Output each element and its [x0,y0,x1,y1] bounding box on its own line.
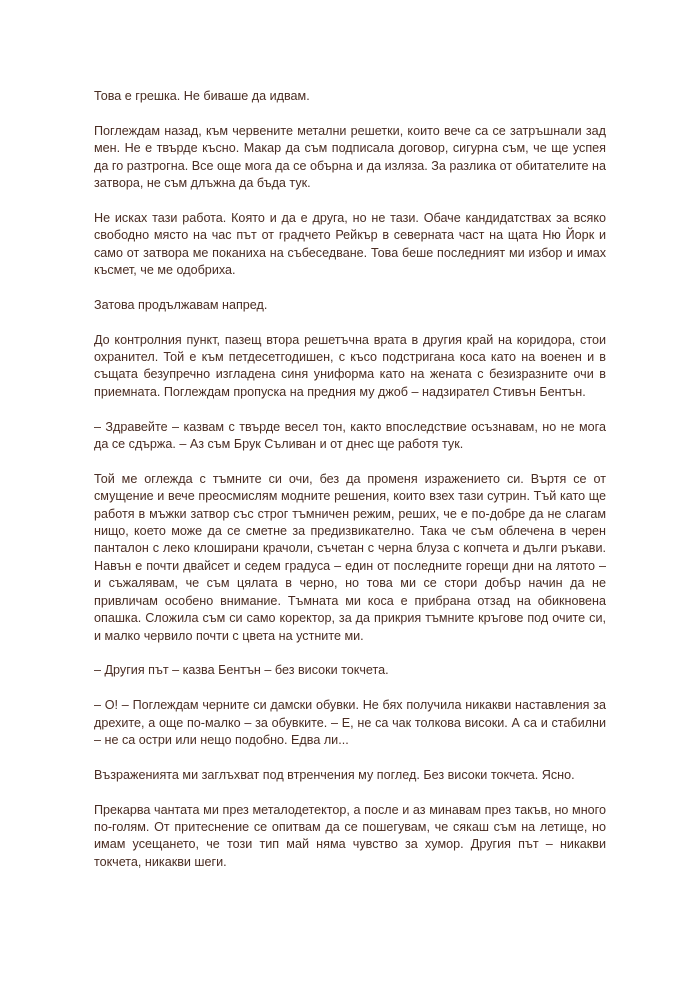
paragraph: Възраженията ми заглъхват под втренчения му поглед. Без високи токчета. Ясно. [94,767,575,782]
paragraph: Поглеждам назад, към червените метални решетки, които вече са се затръшнали зад мен. Не е твърде късно. Макар да съм подписала договор, сигурна съм, че ще успея да го разтрогна. Все още мога да се обърна и да изляза. За разлика от обитателите на затвора, не съм длъжна да бъда тук. [94,123,606,191]
paragraph: – Здравейте – казвам с твърде весел тон, както впоследствие осъзнавам, но не мога да се сдържа. – Аз съм Брук Съливан и от днес ще работя тук. [94,419,606,452]
paragraph: – Другия път – казва Бентън – без високи токчета. [94,663,389,678]
paragraph: Затова продължавам напред. [94,297,268,312]
document-body [94,88,606,889]
paragraph: Прекарва чантата ми през металодетектор, а после и аз минавам през такъв, но много по-голям. От притеснение се опитвам да се пошегувам, че сякаш съм на летище, но имам усещането, че този тип май няма чувство за хумор. Другия път – никакви токчета, никакви шеги. [94,802,606,869]
paragraph: До контролния пункт, пазещ втора решетъчна врата в другия край на коридора, стои охранител. Той е към петдесетгодишен, с късо подстригана коса като на военен и в същата безупречно изгладена синя униформа като на жената с безизразните очи в приемната. Поглеждам пропуска на предния му джоб – надзирател Стивън Бентън. [94,332,606,399]
paragraph: Не исках тази работа. Която и да е друга, но не тази. Обаче кандидатствах за всяко свободно място на час път от градчето Рейкър в северната част на щата Ню Йорк и само от затвора ме поканиха на събеседване. Това беше последният ми избор и имах късмет, че ме одобриха. [94,210,606,278]
paragraph: Това е грешка. Не биваше да идвам. [94,89,310,103]
paragraph: Той ме оглежда с тъмните си очи, без да променя изражението си. Въртя се от смущение и вече преосмислям модните решения, които взех тази сутрин. Тъй като ще работя в мъжки затвор със строг тъмничен режим, реших, че е по-добре да не слагам нищо, което може да се сметне за предизвикателно. Така че съм облечена в черен панталон с леко клоширани крачоли, съчетан с черна блуза с копчета и дълги ръкави. Навън е почти двайсет и седем градуса – един от последните горещи дни на лятото – и съжалявам, че съм цялата в черно, но това ми се стори добър начин да не привличам особено внимание. Тъмната ми коса е прибрана отзад на обикновена опашка. Сложила съм си само коректор, за да прикрия тъмните кръгове под очите си, и малко червило почти с цвета на устните ми. [94,471,606,643]
paragraph: – О! – Поглеждам черните си дамски обувки. Не бях получила никакви наставления за дрехите, а още по-малко – за обувките. – Е, не са чак толкова високи. А са и стабилни – не са остри или нещо подобно. Едва ли... [94,698,606,747]
